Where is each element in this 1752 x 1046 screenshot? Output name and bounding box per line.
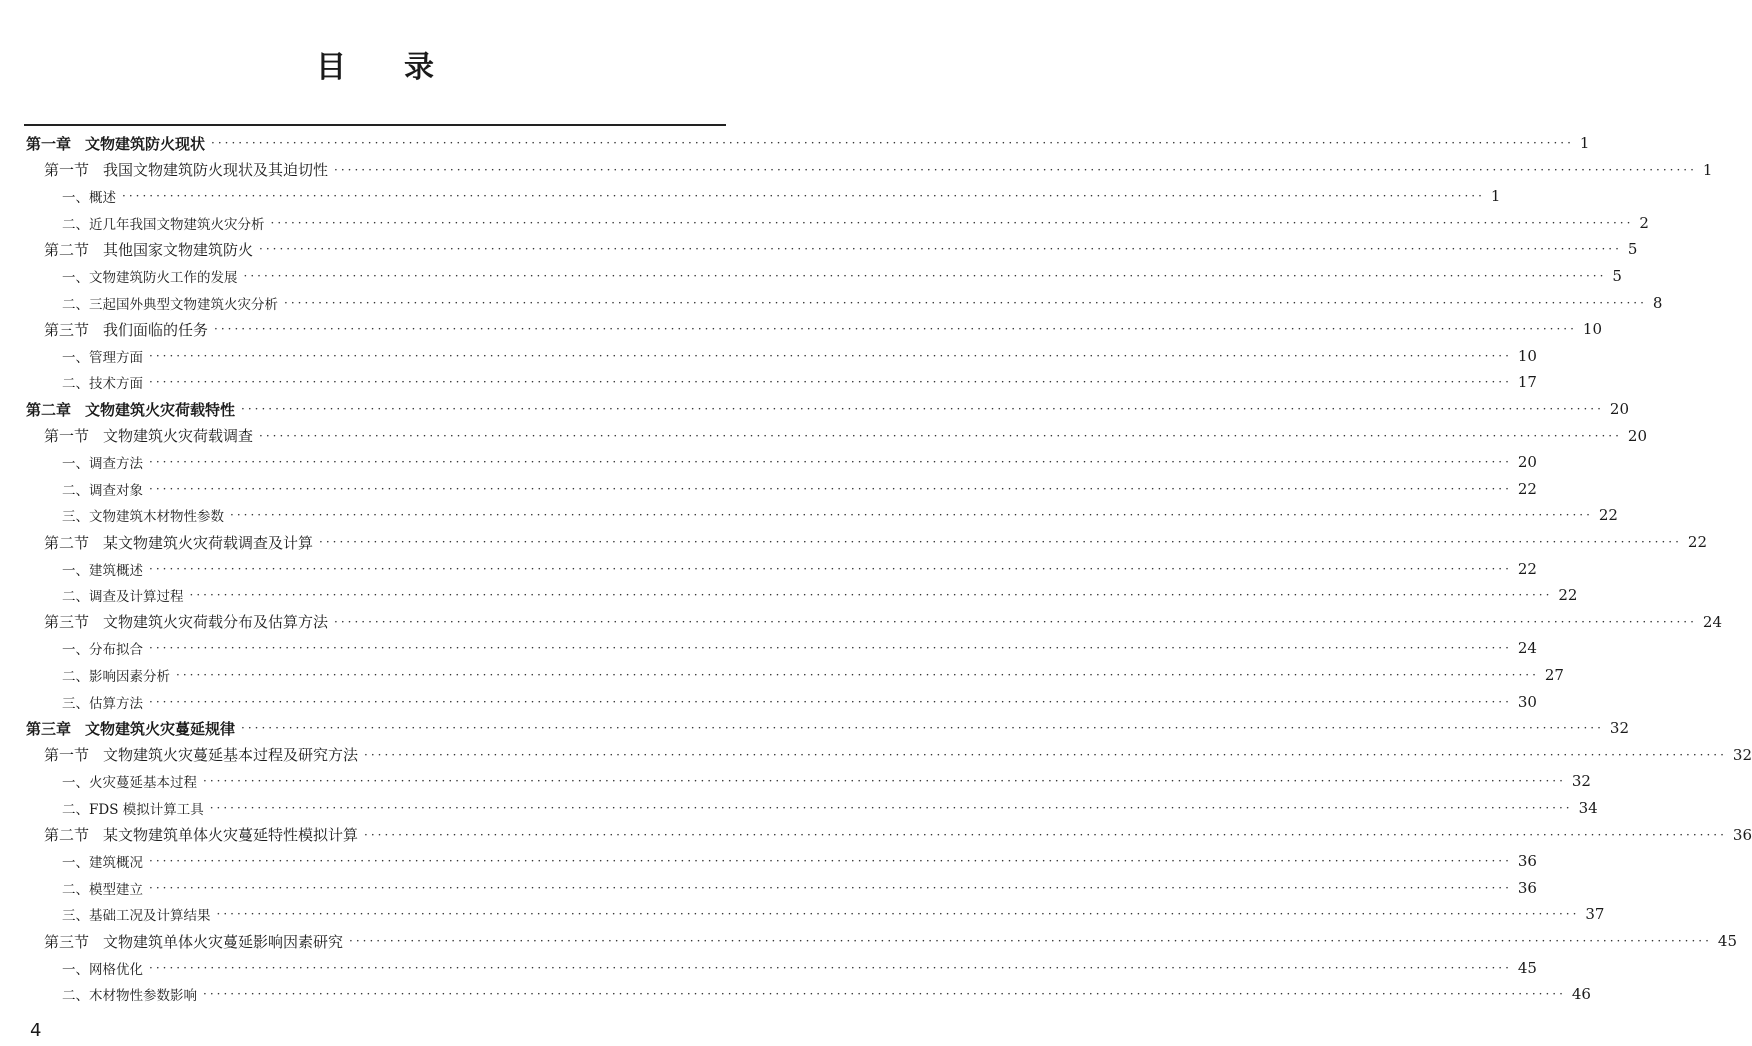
toc-entry-label <box>62 293 278 313</box>
toc-entry-page: 22 <box>1558 586 1578 605</box>
toc-entry-label <box>44 239 253 260</box>
toc-entry-label <box>62 505 224 525</box>
leader-dots: ········································································································································································································ <box>241 721 1604 736</box>
leader-dots: ········································································································································································································ <box>149 481 1512 496</box>
toc-entry-label <box>62 372 143 392</box>
toc-entry-title: 一、建筑概述 <box>62 562 143 579</box>
toc-entry-label <box>62 213 265 233</box>
toc-entry-title: 一、分布拟合 <box>62 642 143 659</box>
leader-dots: ········································································································································································································ <box>149 694 1512 709</box>
toc-entry-number: 第二章 <box>26 400 72 419</box>
leader-dots: ········································································································································································································ <box>149 561 1512 576</box>
toc-entry-label <box>62 904 211 924</box>
toc-entry-item[interactable] <box>62 263 1622 289</box>
toc-entry-label <box>62 878 143 898</box>
toc-entry-item[interactable] <box>62 210 1649 236</box>
toc-entry-label <box>62 346 143 366</box>
leader-dots: ········································································································································································································ <box>216 907 1580 922</box>
toc-entry-title: 某文物建筑火灾荷载调查及计算 <box>103 533 314 552</box>
toc-entry-label <box>62 798 204 818</box>
toc-entry-label <box>44 425 253 446</box>
toc-entry-item[interactable] <box>62 582 1578 608</box>
toc-entry-title: 二、模型建立 <box>62 881 143 898</box>
toc-entry-page: 20 <box>1609 400 1630 418</box>
toc-entry-title: 二、三起国外典型文物建筑火灾分析 <box>62 296 278 313</box>
toc-entry-title: 文物建筑火灾荷载分布及估算方法 <box>103 613 329 632</box>
toc-entry-section[interactable] <box>44 609 1723 635</box>
toc-entry-section[interactable] <box>44 316 1603 342</box>
toc-entry-page: 27 <box>1544 666 1564 684</box>
toc-entry-item[interactable] <box>62 901 1605 927</box>
toc-entry-number: 第二节 <box>44 826 90 845</box>
toc-entry-item[interactable] <box>62 183 1501 209</box>
toc-entry-title: 一、网格优化 <box>62 961 143 978</box>
leader-dots: ········································································································································································································ <box>149 375 1512 390</box>
toc-entry-section[interactable] <box>44 423 1648 449</box>
toc-entry-label <box>62 771 197 791</box>
toc-entry-section[interactable] <box>44 236 1638 262</box>
toc-entry-label <box>62 984 197 1004</box>
leader-dots: ········································································································································································································ <box>149 854 1512 869</box>
toc-entry-page: 32 <box>1609 719 1630 738</box>
toc-entry-page: 36 <box>1517 852 1537 871</box>
toc-entry-label <box>44 532 313 553</box>
leader-dots: ········································································································································································································ <box>149 455 1512 470</box>
toc-entry-page: 46 <box>1571 985 1591 1004</box>
toc-entry-section[interactable] <box>44 157 1713 183</box>
leader-dots: ········································································································································································································ <box>122 189 1485 204</box>
toc-entry-page: 17 <box>1517 373 1537 392</box>
toc-entry-page: 32 <box>1732 745 1752 764</box>
toc-entry-label <box>44 824 358 845</box>
leader-dots: ········································································································································································································ <box>230 508 1593 523</box>
toc-entry-title: 文物建筑防火现状 <box>85 134 206 153</box>
toc-entry-page: 22 <box>1687 533 1708 551</box>
toc-entry-page: 22 <box>1517 479 1537 498</box>
toc-entry-number: 第三节 <box>44 932 90 951</box>
toc-entry-title: 三、基础工况及计算结果 <box>62 908 211 925</box>
toc-entry-page: 45 <box>1717 932 1738 950</box>
toc-entry-item[interactable] <box>62 369 1537 395</box>
leader-dots: ········································································································································································································ <box>270 215 1634 230</box>
toc-entry-label <box>26 718 235 739</box>
leader-dots: ········································································································································································································ <box>241 402 1604 416</box>
leader-dots: ········································································································································································································ <box>319 535 1682 549</box>
toc-entry-label <box>62 452 143 472</box>
toc-entry-title: 三、估算方法 <box>62 695 143 712</box>
toc-entry-label <box>62 958 143 978</box>
leader-dots: ········································································································································································································ <box>149 960 1512 975</box>
toc-entry-title: 我国文物建筑防火现状及其迫切性 <box>103 161 329 180</box>
toc-entry-title: 文物建筑单体火灾蔓延影响因素研究 <box>103 932 344 951</box>
toc-entry-label <box>62 266 238 286</box>
toc-entry-page: 24 <box>1517 639 1537 658</box>
toc-entry-page: 10 <box>1517 346 1537 365</box>
toc-entry-page: 8 <box>1652 293 1663 312</box>
toc-entry-page: 20 <box>1627 426 1648 445</box>
toc-entry-title: 文物建筑火灾蔓延规律 <box>85 719 236 738</box>
toc-entry-number: 第三节 <box>44 320 90 339</box>
toc-entry-title: 一、调查方法 <box>62 456 143 473</box>
toc-entry-title: 我们面临的任务 <box>103 320 209 339</box>
toc-entry-title: 一、文物建筑防火工作的发展 <box>62 270 238 286</box>
toc-entry-page: 5 <box>1627 240 1638 259</box>
toc-entry-page: 24 <box>1702 612 1723 631</box>
toc-entry-title: 二、影响因素分析 <box>62 669 170 685</box>
toc-entry-item[interactable] <box>62 556 1537 582</box>
toc-entry-title: 二、技术方面 <box>62 376 143 393</box>
toc-entry-item[interactable] <box>62 343 1537 369</box>
toc-entry-page: 32 <box>1571 772 1591 791</box>
toc-entry-page: 22 <box>1598 506 1618 525</box>
toc-entry-label <box>62 665 170 685</box>
toc-entry-title: 二、调查对象 <box>62 482 143 499</box>
toc-entry-title: 文物建筑火灾荷载调查 <box>103 427 254 446</box>
toc-entry-page: 5 <box>1612 267 1622 285</box>
toc-entry-item[interactable] <box>62 981 1591 1007</box>
toc-entry-label <box>44 319 208 340</box>
toc-entry-label <box>62 585 184 605</box>
toc-entry-number: 第一节 <box>44 427 90 446</box>
toc-entry-number: 第二节 <box>44 533 90 552</box>
toc-entry-page: 45 <box>1517 958 1537 977</box>
toc-entry-page: 36 <box>1732 825 1752 844</box>
toc-entry-item[interactable] <box>62 848 1537 874</box>
toc-entry-title: 一、管理方面 <box>62 349 143 366</box>
page-title <box>0 42 750 86</box>
leader-dots: ········································································································································································································ <box>243 269 1607 283</box>
toc-entry-label <box>26 133 205 154</box>
toc-entry-label <box>62 692 143 712</box>
leader-dots: ········································································································································································································ <box>203 987 1566 1002</box>
toc-entry-title: 一、火灾蔓延基本过程 <box>62 775 197 792</box>
toc-entry-title: 文物建筑火灾蔓延基本过程及研究方法 <box>103 746 359 765</box>
leader-dots: ········································································································································································································ <box>209 801 1573 815</box>
leader-dots: ········································································································································································································ <box>364 827 1727 842</box>
leader-dots: ········································································································································································································ <box>176 668 1539 682</box>
leader-dots: ········································································································································································································ <box>149 641 1512 656</box>
toc-entry-section[interactable] <box>44 742 1752 768</box>
toc-entry-number: 第一节 <box>44 161 90 180</box>
toc-entry-page: 10 <box>1582 320 1603 339</box>
toc-entry-item[interactable] <box>62 476 1537 502</box>
toc-entry-label <box>62 559 143 579</box>
toc-entry-title: 其他国家文物建筑防火 <box>103 240 254 259</box>
page-number: 4 <box>30 1020 42 1041</box>
title-char-1: 目 <box>316 50 346 85</box>
toc-entry-item[interactable] <box>62 689 1537 715</box>
toc-entry-title: 二、近几年我国文物建筑火灾分析 <box>62 216 265 233</box>
toc-entry-number: 第二节 <box>44 240 90 259</box>
toc-entry-item[interactable] <box>62 875 1537 901</box>
toc-entry-number: 第三章 <box>26 719 72 738</box>
toc-entry-title: 二、FDS 模拟计算工具 <box>62 802 204 818</box>
toc-entry-number: 第一章 <box>26 134 72 153</box>
toc-entry-item[interactable] <box>62 768 1591 794</box>
toc-entry-page: 34 <box>1578 799 1598 817</box>
toc-entry-page: 20 <box>1517 453 1537 472</box>
toc-entry-page: 36 <box>1517 878 1537 897</box>
toc-entry-title: 一、建筑概况 <box>62 855 143 872</box>
toc-entry-label <box>44 744 358 765</box>
leader-dots: ········································································································································································································ <box>214 322 1577 337</box>
toc-entry-label <box>26 399 235 420</box>
toc-entry-title: 一、概述 <box>62 190 116 207</box>
toc-entry-chapter[interactable] <box>26 130 1590 156</box>
toc-entry-label <box>62 851 143 871</box>
toc-entry-page: 1 <box>1579 134 1590 152</box>
toc-entry-label <box>62 186 116 206</box>
leader-dots: ········································································································································································································ <box>334 162 1697 177</box>
toc-entry-number: 第三节 <box>44 613 90 632</box>
toc-entry-chapter[interactable] <box>26 715 1630 741</box>
toc-entry-number: 第一节 <box>44 746 90 765</box>
toc-entry-item[interactable] <box>62 955 1537 981</box>
leader-dots: ········································································································································································································ <box>349 934 1712 948</box>
toc-entry-title: 二、调查及计算过程 <box>62 589 184 606</box>
toc-entry-label <box>44 611 328 632</box>
toc-entry-chapter[interactable] <box>26 396 1630 422</box>
toc-entry-label <box>62 479 143 499</box>
leader-dots: ········································································································································································································ <box>259 428 1622 443</box>
leader-dots: ········································································································································································································ <box>211 136 1574 150</box>
toc-entry-title: 文物建筑火灾荷载特性 <box>85 400 236 419</box>
leader-dots: ········································································································································································································ <box>189 588 1553 603</box>
leader-dots: ········································································································································································································ <box>149 880 1512 895</box>
leader-dots: ········································································································································································································ <box>364 747 1727 762</box>
toc-entry-item[interactable] <box>62 635 1537 661</box>
toc-entry-page: 1 <box>1490 187 1501 206</box>
leader-dots: ········································································································································································································ <box>203 774 1566 789</box>
title-divider <box>24 124 726 126</box>
toc-entry-section[interactable] <box>44 822 1752 848</box>
toc-entry-label <box>44 159 328 180</box>
toc-entry-item[interactable] <box>62 795 1598 821</box>
toc-entry-page: 22 <box>1517 559 1537 578</box>
toc-entry-label <box>44 931 343 952</box>
toc-entry-page: 37 <box>1585 905 1605 924</box>
leader-dots: ········································································································································································································ <box>334 614 1697 629</box>
toc-entry-item[interactable] <box>62 449 1537 475</box>
toc-entry-page: 1 <box>1702 160 1713 179</box>
toc-entry-title: 三、文物建筑木材物性参数 <box>62 509 224 526</box>
leader-dots: ········································································································································································································ <box>284 295 1647 310</box>
leader-dots: ········································································································································································································ <box>259 242 1622 257</box>
toc-entry-page: 30 <box>1517 692 1537 711</box>
title-char-2: 录 <box>404 50 434 85</box>
toc-entry-item[interactable] <box>62 290 1663 316</box>
toc-entry-item[interactable] <box>62 502 1618 528</box>
toc-entry-title: 某文物建筑单体火灾蔓延特性模拟计算 <box>103 826 359 845</box>
toc-entry-label <box>62 638 143 658</box>
leader-dots: ········································································································································································································ <box>149 348 1512 363</box>
toc-entry-section[interactable] <box>44 529 1708 555</box>
toc-entry-item[interactable] <box>62 662 1564 688</box>
toc-entry-title: 二、木材物性参数影响 <box>62 988 197 1005</box>
toc-entry-page: 2 <box>1639 213 1649 232</box>
toc-entry-section[interactable] <box>44 928 1738 954</box>
